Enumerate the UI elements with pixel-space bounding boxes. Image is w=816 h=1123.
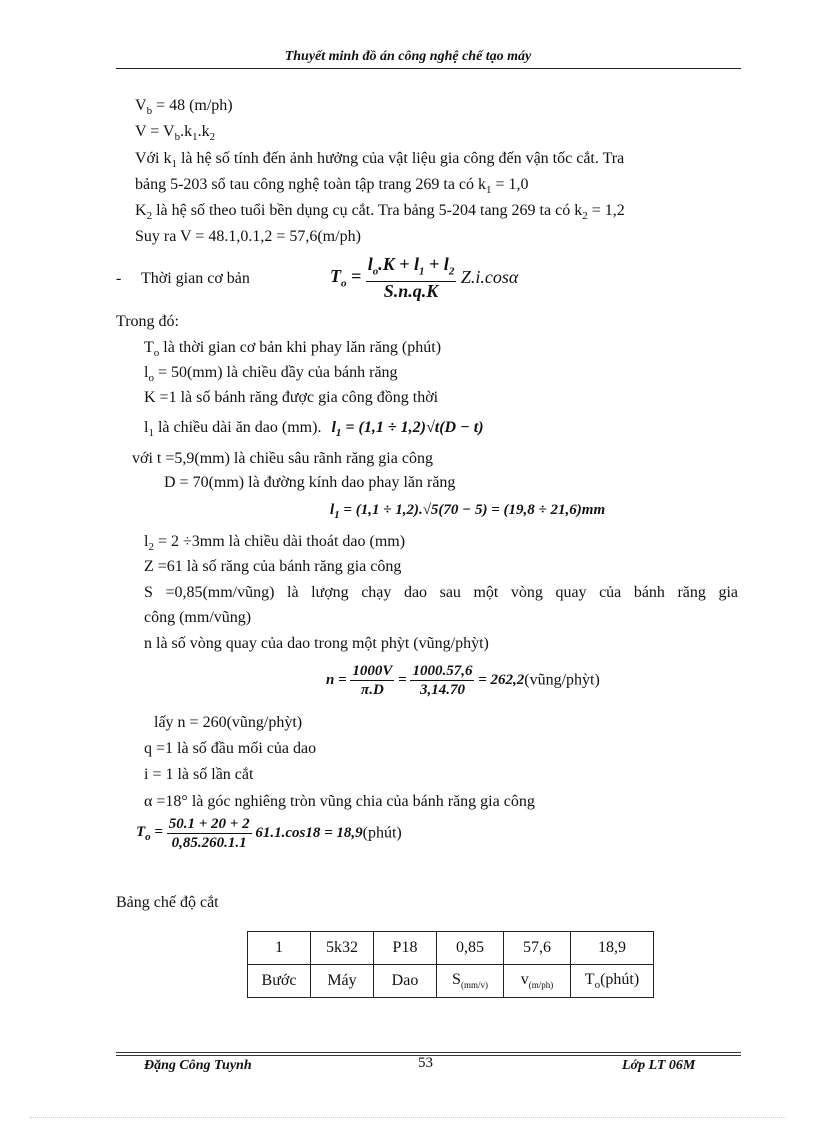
k1-text-a: Với k bbox=[135, 150, 172, 167]
i-desc: i = 1 là số lần cắt bbox=[144, 766, 254, 783]
bang-title: Bảng chế độ cắt bbox=[116, 894, 219, 911]
t-desc: với t =5,9(mm) là chiều sâu rãnh răng gia công bbox=[132, 450, 433, 467]
k2-text-c: = 1,2 bbox=[587, 202, 625, 219]
table-cell bbox=[504, 965, 571, 998]
l1-desc-text: là chiều dài ăn dao (mm). bbox=[153, 419, 322, 436]
to-calc: $T_o$ = $\frac{50.1 + 20 + 2}{0,85.260.1.1}$ 61.1.cos18 = 18,9(phút) bbox=[136, 816, 402, 851]
t-symbol: T bbox=[584, 970, 595, 988]
to-calc-tail: 61.1.cos18 = 18,9 bbox=[255, 825, 363, 841]
to-calc-den: 0,85.260.1.1 bbox=[171, 835, 247, 851]
page-edge-dots bbox=[30, 1117, 786, 1118]
l1-calc-text: = (1,1 ÷ 1,2).√5(70 − 5) = (19,8 ÷ 21,6)mm bbox=[343, 502, 606, 518]
l2-desc: $l_2 = 2 \div 3mm$ là chiều dài thoát dao (mm) bbox=[144, 533, 406, 554]
s-desc-2: công (mm/vũng) bbox=[144, 609, 252, 626]
k1-line-1: Với $k_1$ là hệ số tính đến ảnh hưởng của vật liệu gia công đến vận tốc cắt. Tra bbox=[135, 150, 625, 171]
page-header: Thuyết minh đồ án công nghệ chế tạo máy bbox=[284, 49, 532, 64]
to-desc: $T_o$ là thời gian cơ bản khi phay lăn răng (phút) bbox=[144, 339, 442, 360]
footer-rule-1 bbox=[116, 1052, 741, 1053]
n-den2: 3,14.70 bbox=[419, 682, 465, 698]
l2-desc-text: = 2 ÷3mm là chiều dài thoát dao (mm) bbox=[153, 533, 406, 550]
d-desc: D = 70(mm) là đường kính dao phay lăn răng bbox=[164, 474, 456, 491]
vb-value: = 48 (m/ph) bbox=[156, 97, 233, 114]
k1-text-b: là hệ số tính đến ảnh hưởng của vật liệu gia công đến vận tốc cắt. Tra bbox=[176, 150, 625, 167]
to-desc-text: là thời gian cơ bản khi phay lăn răng (phút) bbox=[159, 339, 442, 356]
v-symbol: v bbox=[520, 971, 529, 989]
alpha-value: α =18° bbox=[144, 793, 188, 810]
to-calc-num: 50.1 + 20 + 2 bbox=[168, 816, 250, 832]
table-cell: 57,6 bbox=[504, 932, 571, 965]
to-tail: Z.i.cosα bbox=[460, 266, 519, 287]
n-num1: 1000V bbox=[352, 663, 393, 679]
q-desc: q =1 là số đầu mối của dao bbox=[144, 740, 317, 757]
cutting-table bbox=[247, 931, 654, 998]
alpha-desc bbox=[144, 792, 535, 812]
n-formula: n = $\frac{1000V}{\pi.D}$ = $\frac{1000.57,6}{3,14.70}$ = 262,2(vũng/phỳt) bbox=[326, 663, 600, 698]
footer-class: Lớp LT 06M bbox=[622, 1058, 696, 1073]
alpha-desc-text: là góc nghiêng tròn vũng chia của bánh răng gia công bbox=[187, 793, 535, 810]
to-formula: $T_o$ = $\frac{l_o.K + l_1 + l_2}{S.n.q.K}$ Z.i.cosα bbox=[330, 254, 519, 301]
bullet: - bbox=[116, 270, 122, 287]
v-formula-line: $V = V_b.k_1.k_2$ bbox=[135, 123, 216, 144]
n-unit: (vũng/phỳt) bbox=[524, 671, 600, 689]
thoi-gian-label: Thời gian cơ bản bbox=[141, 270, 250, 287]
n-desc: n là số vòng quay của dao trong một phỳt (vũng/phỳt) bbox=[144, 635, 489, 652]
l1-calc: $l_1 = (1,1 \div 1,2).√5(70 - 5) = (19,8 \div 21,6)mm$ bbox=[330, 502, 606, 521]
suy-ra-line: Suy ra V = 48.1,0.1,2 = 57,6(m/ph) bbox=[135, 228, 361, 245]
table-cell: Máy bbox=[311, 965, 374, 998]
table-cell: 18,9 bbox=[571, 932, 654, 965]
t-unit: (phút) bbox=[600, 970, 640, 988]
trong-do: Trong đó: bbox=[116, 313, 179, 330]
l1-formula: = (1,1 ÷ 1,2)√t(D − t) bbox=[345, 419, 484, 436]
k2-text-b: là hệ số theo tuổi bền dụng cụ cắt. Tra bảng 5-204 tang 269 ta có k bbox=[152, 202, 583, 219]
table-cell bbox=[437, 965, 504, 998]
k-desc: K =1 là số bánh răng được gia công đồng thời bbox=[144, 389, 439, 406]
to-calc-unit: (phút) bbox=[362, 824, 402, 842]
page-number: 53 bbox=[418, 1055, 433, 1071]
table-cell: 5k32 bbox=[311, 932, 374, 965]
s-desc-1: S =0,85(mm/vũng) là lượng chạy dao sau một vòng quay của bánh răng gia bbox=[144, 584, 738, 601]
table-cell: 1 bbox=[248, 932, 311, 965]
lo-desc: $l_o = 50(mm)$ là chiều dầy của bánh răng bbox=[144, 364, 398, 385]
to-fraction: $\frac{l_o.K + l_1 + l_2}{S.n.q.K}$ bbox=[367, 254, 455, 301]
n-den1: π.D bbox=[361, 682, 384, 698]
table-row bbox=[248, 932, 654, 965]
table-cell: Dao bbox=[374, 965, 437, 998]
table-cell: P18 bbox=[374, 932, 437, 965]
k1-line-2: bảng 5-203 sổ tau công nghệ toàn tập trang 269 ta có $k_1 = 1,0$ bbox=[135, 176, 529, 197]
lay-n: lấy n = 260(vũng/phỳt) bbox=[154, 714, 303, 731]
v-prefix: V = V bbox=[135, 123, 175, 140]
table-cell: $T_o(phút)$ bbox=[571, 965, 654, 998]
table-cell: 0,85 bbox=[437, 932, 504, 965]
s-unit: (mm/v) bbox=[460, 980, 488, 991]
footer-author: Đặng Công Tuynh bbox=[144, 1058, 252, 1073]
v-unit: (m/ph) bbox=[528, 980, 554, 991]
header-rule bbox=[116, 68, 741, 69]
l1-desc: $l_1$ là chiều dài ăn dao (mm). $l_1 = (1,1 \div 1,2)√t(D - t)$ bbox=[144, 419, 484, 440]
lo-desc-text: = 50(mm) là chiều dầy của bánh răng bbox=[153, 364, 398, 381]
n-result: = 262,2 bbox=[478, 672, 525, 688]
n-num2: 1000.57,6 bbox=[412, 663, 473, 679]
vb-line: $V_b = 48$ (m/ph) bbox=[135, 97, 233, 118]
k1-text-c: bảng 5-203 sổ tau công nghệ toàn tập trang 269 ta có k bbox=[135, 176, 487, 193]
k2-line: $K_2$ là hệ số theo tuổi bền dụng cụ cắt. Tra bảng 5-204 tang 269 ta có $k_2 = 1,2$ bbox=[135, 202, 625, 223]
z-desc: Z =61 là số răng của bánh răng gia công bbox=[144, 558, 402, 575]
k1-text-d: = 1,0 bbox=[491, 176, 529, 193]
s-symbol: S bbox=[452, 971, 461, 989]
k2-text-a: K bbox=[135, 202, 147, 219]
to-denominator: S.n.q.K bbox=[383, 280, 439, 301]
table-row bbox=[248, 965, 654, 998]
table-cell: Bước bbox=[248, 965, 311, 998]
